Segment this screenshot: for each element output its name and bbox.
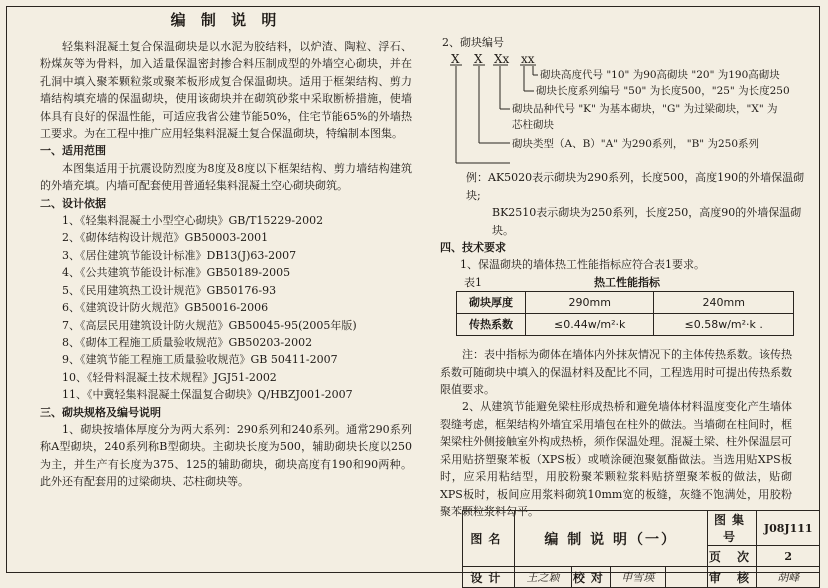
check-signature: 申雪瑛 — [610, 567, 665, 588]
list-item: 4、《公共建筑节能设计标准》GB50189-2005 — [62, 266, 291, 280]
list-item: 1、《轻集料混凝土小型空心砌块》GB/T15229-2002 — [62, 214, 324, 228]
table-caption — [440, 274, 818, 291]
list-item: 3、《居住建筑节能设计标准》DB13(J)63-2007 — [62, 248, 297, 262]
code-desc-type: 砌块类型（A、B）"A" 为290系列， "B" 为250系列 — [512, 138, 760, 151]
right-column — [440, 34, 818, 520]
section-heading-scope: 一、适用范围 — [40, 144, 106, 158]
example-1: 例：AK5020表示砌块为290系列，长度500，高度190的外墙保温砌块; — [466, 171, 805, 202]
section-heading-spec: 三、砌块规格及编号说明 — [40, 405, 161, 419]
review-signature: 胡峰 — [757, 567, 820, 588]
tech-item-1: 1、保温砌块的墙体热工性能指标应符合表1要求。 — [460, 258, 705, 272]
label-design: 设计 — [463, 567, 515, 588]
block-code-diagram — [440, 51, 818, 169]
table-row — [457, 292, 794, 314]
list-item: 7、《高层民用建筑设计防火规范》GB50045-95(2005年版) — [62, 318, 357, 332]
code-desc-kind-cont: 芯柱砌块 — [512, 119, 554, 132]
standards-list — [40, 212, 412, 403]
list-item: 2、《砌体结构设计规范》GB50003-2001 — [62, 231, 269, 245]
code-desc-length: 砌块长度系列编号 "50" 为长度500，"25" 为长度250 — [536, 85, 790, 98]
code-heading: 2、砌块编号 — [442, 36, 504, 49]
design-signature: 王之颖 — [514, 567, 571, 588]
row-header-thickness: 砌块厚度 — [457, 292, 526, 314]
cell-u-value-290: ≤0.44w/m²·k — [526, 314, 654, 336]
section-heading-basis: 二、设计依据 — [40, 196, 106, 210]
label-check: 校对 — [572, 567, 610, 588]
label-page-no: 页 次 — [707, 546, 757, 567]
table-row — [457, 314, 794, 336]
blank-cell — [665, 567, 707, 588]
table-title: 热工性能指标 — [594, 275, 660, 289]
table-note: 注：表中指标为砌体在墙体内外抹灰情况下的主体传热系数。该传热系数可随砌块中填入的保温材料及配比不同，工程选用时可提出传热系数限值要求。 — [440, 348, 792, 397]
spec-paragraph: 1、砌块按墙体厚度分为两大系列：290系列和240系列。通常290系列称A型砌块，240系列称B型砌块。主砌块长度为500，辅助砌块长度以250为主，并生产有长度为375、125的辅助砌块，砌块高度有190和90两种。此外还有配套用的过梁砌块、芯柱砌块等。 — [40, 422, 412, 489]
cell-u-value-240: ≤0.58w/m²·k . — [654, 314, 794, 336]
table-number: 表1 — [464, 275, 482, 289]
list-item: 5、《民用建筑热工设计规范》GB50176-93 — [62, 283, 277, 297]
atlas-number: J08J111 — [757, 511, 820, 546]
row-header-u-value: 传热系数 — [457, 314, 526, 336]
cell-thickness-240: 240mm — [654, 292, 794, 314]
tech-item-2: 2、从建筑节能避免梁柱形成热桥和避免墙体材料温度变化产生墙体裂缝考虑，框架结构外墙宜采用墙包在柱外的做法。当墙砌在柱间时，框架梁柱外侧接触室外构成热桥，须作保温处理。混凝土梁、柱外保温层可采用贴挤塑聚苯板（XPS板）或喷涂硬泡聚氨酯做法。当选用贴XPS板时，应采用粘结型，用胶粉聚苯颗粒浆料贴挤塑聚苯板的做法，贴砌XPS板时，板间应用浆料砌筑10mm宽的板缝，灰缝不饱满处，用胶粉聚苯颗粒浆料勾平。 — [440, 400, 792, 518]
left-column — [40, 10, 412, 491]
code-desc-kind: 砌块品种代号 "K" 为基本砌块，"G" 为过梁砌块，"X" 为 — [512, 103, 778, 116]
section-heading-tech: 四、技术要求 — [440, 241, 506, 255]
label-review: 审 核 — [707, 567, 757, 588]
code-desc-height: 砌块高度代号 "10" 为90高砌块 "20" 为190高砌块 — [540, 69, 780, 82]
thermal-performance-table — [456, 291, 794, 336]
title-block — [462, 510, 820, 588]
example-2: BK2510表示砌块为250系列，长度250，高度90的外墙保温砌块。 — [492, 206, 802, 237]
list-item: 6、《建筑设计防火规范》GB50016-2006 — [62, 301, 269, 315]
code-char-length: Xx — [494, 52, 510, 67]
list-item: 9、《建筑节能工程施工质量验收规范》GB 50411-2007 — [62, 353, 338, 367]
intro-paragraph: 轻集料混凝土复合保温砌块是以水泥为胶结料，以炉渣、陶粒、浮石、粉煤灰等为骨料，加入适量保温密封掺合料压制成型的外墙空心砌块，并在孔洞中填入聚苯颗粒浆或聚苯板形成复合保温砌块。适用于框架结构、剪力墙结构填充墙的保温砌块，使用该砌块并在砌筑砂浆中采取断桥措施，使墙体具有良好的保温性能，可适应我省公建节能50%，住宅节能65%的外墙热工要求。为在工程中推广应用轻集料混凝土复合保温砌块，特编制本图集。 — [40, 40, 412, 141]
code-char-height: xx — [521, 52, 535, 67]
list-item: 8、《砌体工程施工质量验收规范》GB50203-2002 — [62, 335, 313, 349]
cell-thickness-290: 290mm — [526, 292, 654, 314]
page-title: 编 制 说 明 — [170, 11, 282, 29]
label-atlas-no: 图集号 — [707, 511, 757, 546]
page-number: 2 — [757, 546, 820, 567]
code-char-kind: X — [474, 52, 483, 67]
list-item: 10、《轻骨料混凝土技术规程》JGJ51-2002 — [62, 370, 277, 384]
list-item: 11、《中冀轻集料混凝土保温复合砌块》Q/HBZJ001-2007 — [62, 388, 353, 402]
label-drawing-name: 图名 — [463, 511, 515, 567]
scope-paragraph: 本图集适用于抗震设防烈度为8度及8度以下框架结构、剪力墙结构建筑的外墙充填。内墙可配套使用普通轻集料混凝土空心砌块砌筑。 — [40, 161, 412, 193]
code-char-type: X — [451, 52, 460, 67]
drawing-name: 编 制 说 明（一） — [514, 511, 707, 567]
